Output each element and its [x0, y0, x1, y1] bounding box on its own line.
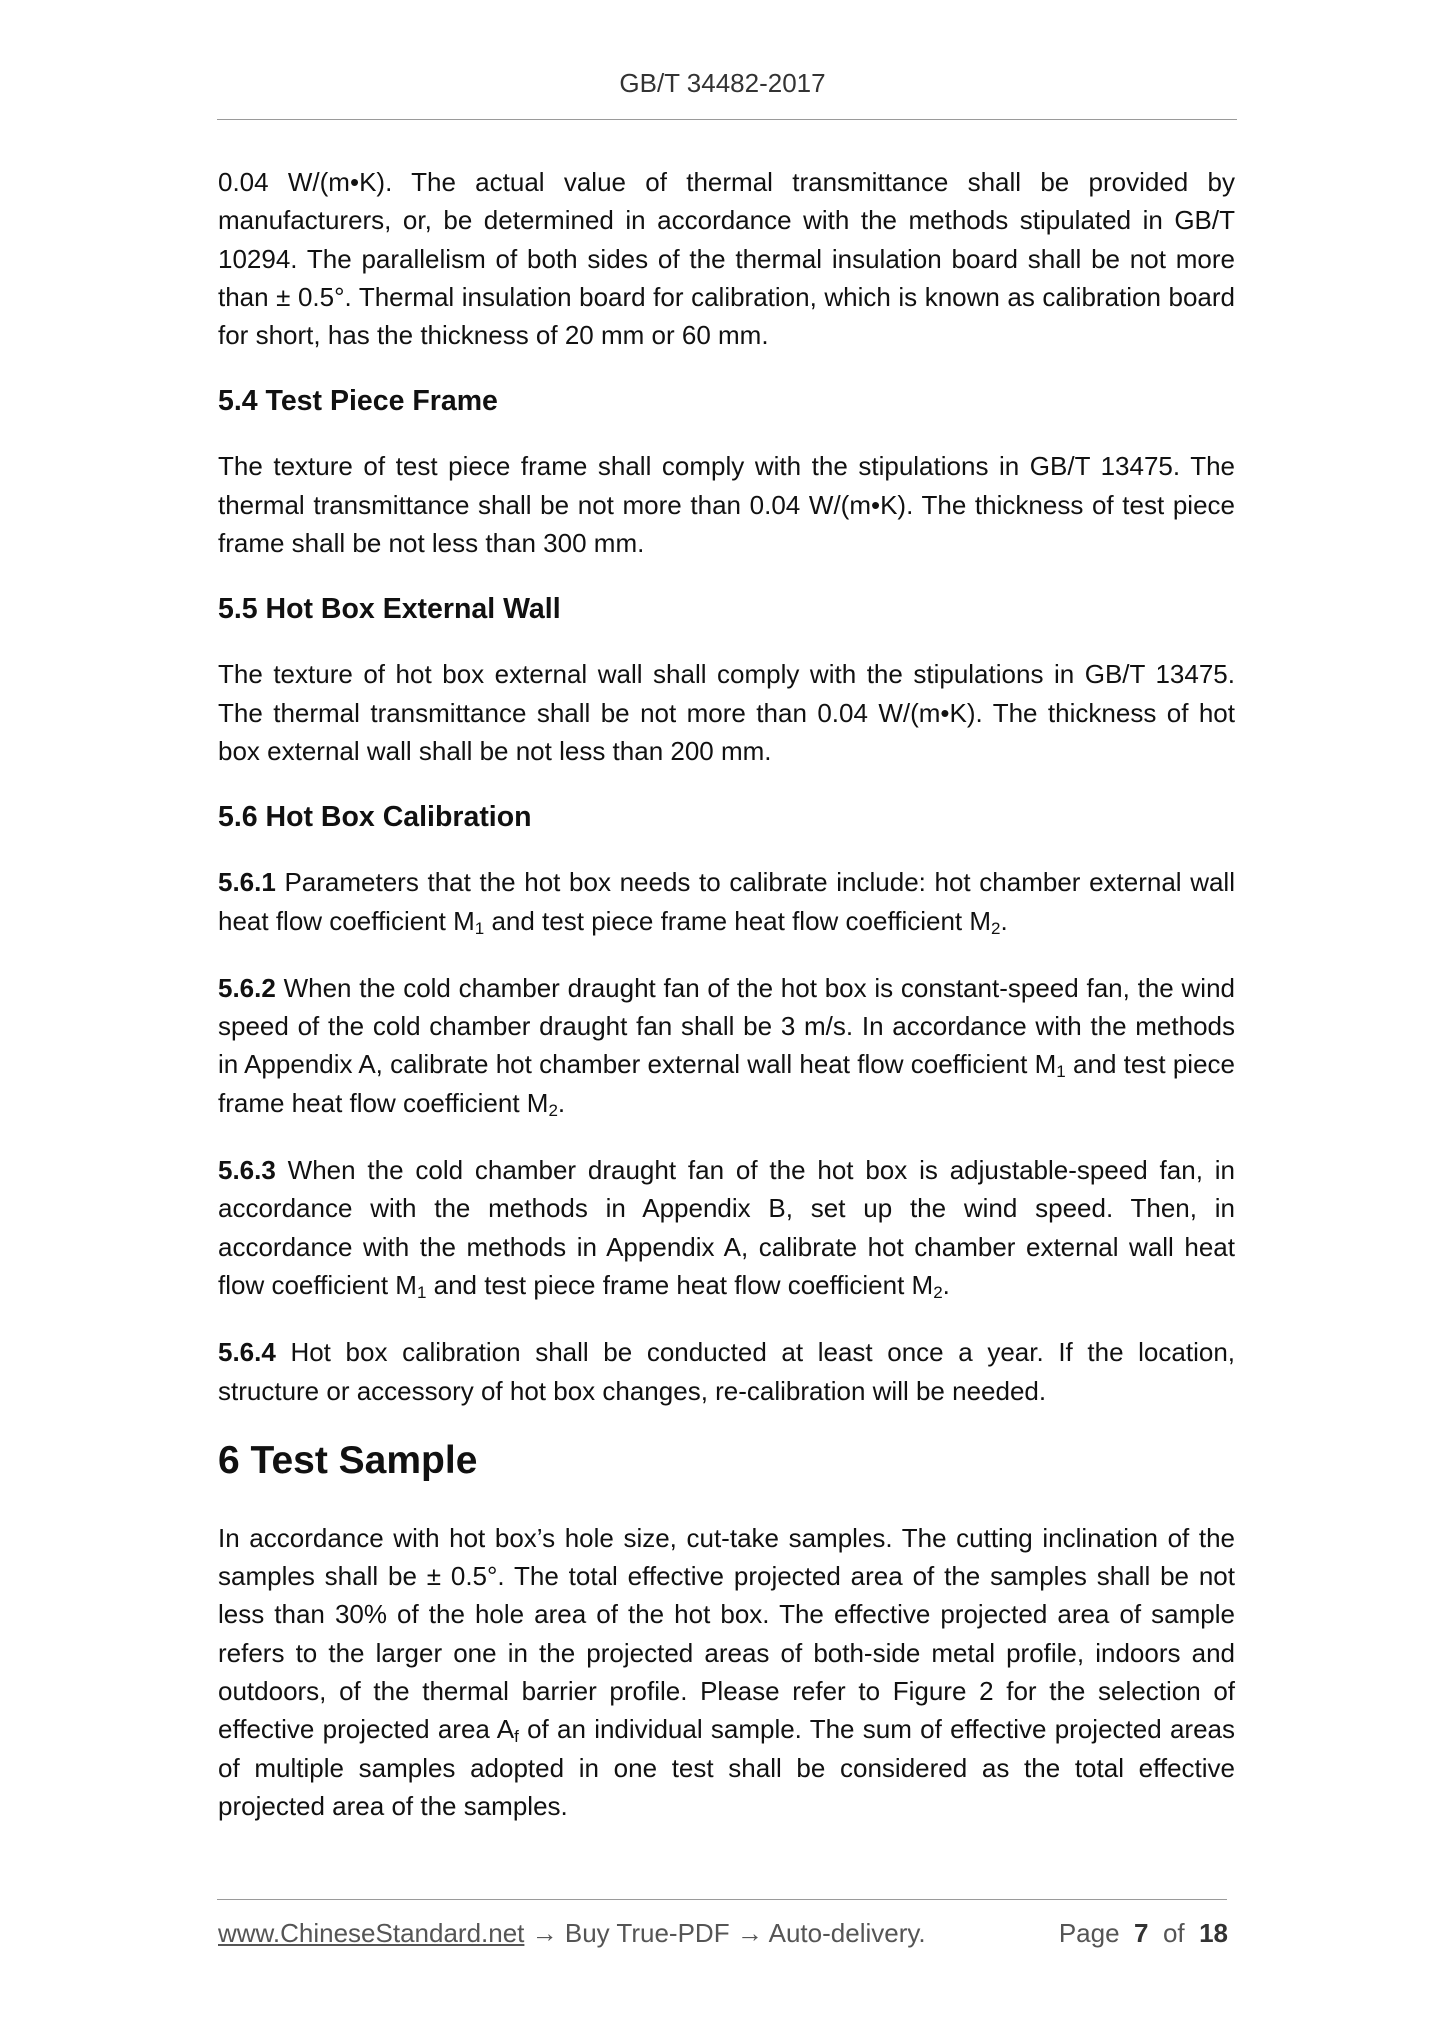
subscript: 2: [548, 1100, 558, 1120]
page-label: Page: [1058, 1918, 1120, 1948]
clause-text: When the cold chamber draught fan of the hot box is constant-speed fan, the wind speed of the cold chamber draught fan shall be 3 m/s. In accordance with the methods in Appendix A, calibrate hot chamber external wall heat flow coefficient M: [218, 972, 1235, 1080]
clause-text: and test piece frame heat flow coefficient M: [484, 905, 992, 936]
subscript: 2: [933, 1282, 943, 1302]
clause-5-6-4: [218, 1333, 1235, 1410]
clause-5-6-3: [218, 1151, 1235, 1304]
subscript: 1: [1056, 1062, 1066, 1082]
clause-number: 5.6.2: [218, 972, 276, 1003]
buy-pdf-text: Buy True-PDF: [564, 1918, 730, 1948]
section-6-heading: 6 Test Sample: [218, 1438, 478, 1482]
of-label: of: [1162, 1918, 1185, 1948]
clause-text: .: [1000, 905, 1008, 936]
section-5-4-paragraph: The texture of test piece frame shall comply with the stipulations in GB/T 13475. The thermal transmittance shall be not more than 0.04 W/(m•K). The thickness of test piece frame shall be not less than 300 mm.: [218, 451, 1235, 559]
clause-text: and test piece frame heat flow coefficient M: [426, 1269, 934, 1300]
section-5-4-heading: 5.4 Test Piece Frame: [218, 385, 498, 418]
intro-paragraph: 0.04 W/(m•K). The actual value of thermal transmittance shall be provided by manufacturers, or, be determined in accordance with the methods stipulated in GB/T 10294. The parallelism of both sides of the thermal insulation board shall be not more than ± 0.5°. Thermal insulation board for calibration, which is known as calibration board for short, has the thickness of 20 mm or 60 mm.: [218, 167, 1235, 351]
clause-text: Hot box calibration shall be conducted at least once a year. If the location, structure or accessory of hot box changes, re-calibration will be needed.: [218, 1337, 1235, 1406]
website-link[interactable]: www.ChineseStandard.net: [218, 1918, 525, 1948]
clause-text: When the cold chamber draught fan of the hot box is adjustable-speed fan, in accordance with the methods in Appendix B, set up the wind speed. Then, in accordance with the methods in Appendix A, calibrate hot chamber external wall heat flow coefficient M: [218, 1155, 1235, 1300]
section-5-5-heading: 5.5 Hot Box External Wall: [218, 593, 561, 626]
paragraph-text: In accordance with hot box’s hole size, cut-take samples. The cutting inclination of the samples shall be ± 0.5°. The total effective projected area of the samples shall be not less than 30% of the hole area of the hot box. The effective projected area of sample refers to the larger one in the projected areas of both-side metal profile, indoors and outdoors, of the thermal barrier profile. Please refer to Figure 2 for the selection of effective projected area A: [218, 1522, 1235, 1745]
clause-number: 5.6.3: [218, 1155, 276, 1186]
page-content: [218, 163, 1235, 1854]
arrow-right-icon: →: [531, 1918, 558, 1948]
total-pages: 18: [1199, 1918, 1228, 1948]
subscript: 2: [991, 918, 1001, 938]
paragraph-text: of an individual sample. The sum of effective projected areas of multiple samples adopted in one test shall be considered as the total effective projected area of the samples.: [218, 1714, 1235, 1821]
subscript: f: [514, 1727, 519, 1747]
section-5-5-paragraph: The texture of hot box external wall shall comply with the stipulations in GB/T 13475. The thermal transmittance shall be not more than 0.04 W/(m•K). The thickness of hot box external wall shall be not less than 200 mm.: [218, 659, 1235, 766]
clause-text: .: [557, 1087, 566, 1118]
clause-text: .: [942, 1269, 950, 1300]
document-header: GB/T 34482-2017: [619, 68, 826, 98]
arrow-right-icon: →: [736, 1918, 763, 1948]
section-6-paragraph: [218, 1519, 1235, 1825]
clause-5-6-1: [218, 863, 1235, 940]
subscript: 1: [416, 1282, 427, 1302]
clause-number: 5.6.4: [218, 1337, 276, 1368]
footer-divider: [217, 1899, 1227, 1900]
header-divider: [217, 119, 1237, 120]
clause-text: and test piece frame heat flow coefficient M: [218, 1049, 1236, 1118]
current-page: 7: [1134, 1918, 1149, 1948]
clause-5-6-2: [218, 969, 1235, 1122]
clause-text: Parameters that the hot box needs to calibrate include: hot chamber external wall heat flow coefficient M: [218, 867, 1235, 936]
section-5-6-heading: 5.6 Hot Box Calibration: [218, 801, 532, 834]
footer-promo: [218, 1918, 926, 1949]
subscript: 1: [474, 918, 485, 938]
page-number: [1059, 1918, 1228, 1949]
clause-number: 5.6.1: [218, 867, 276, 898]
auto-delivery-text: Auto-delivery.: [768, 1918, 926, 1948]
